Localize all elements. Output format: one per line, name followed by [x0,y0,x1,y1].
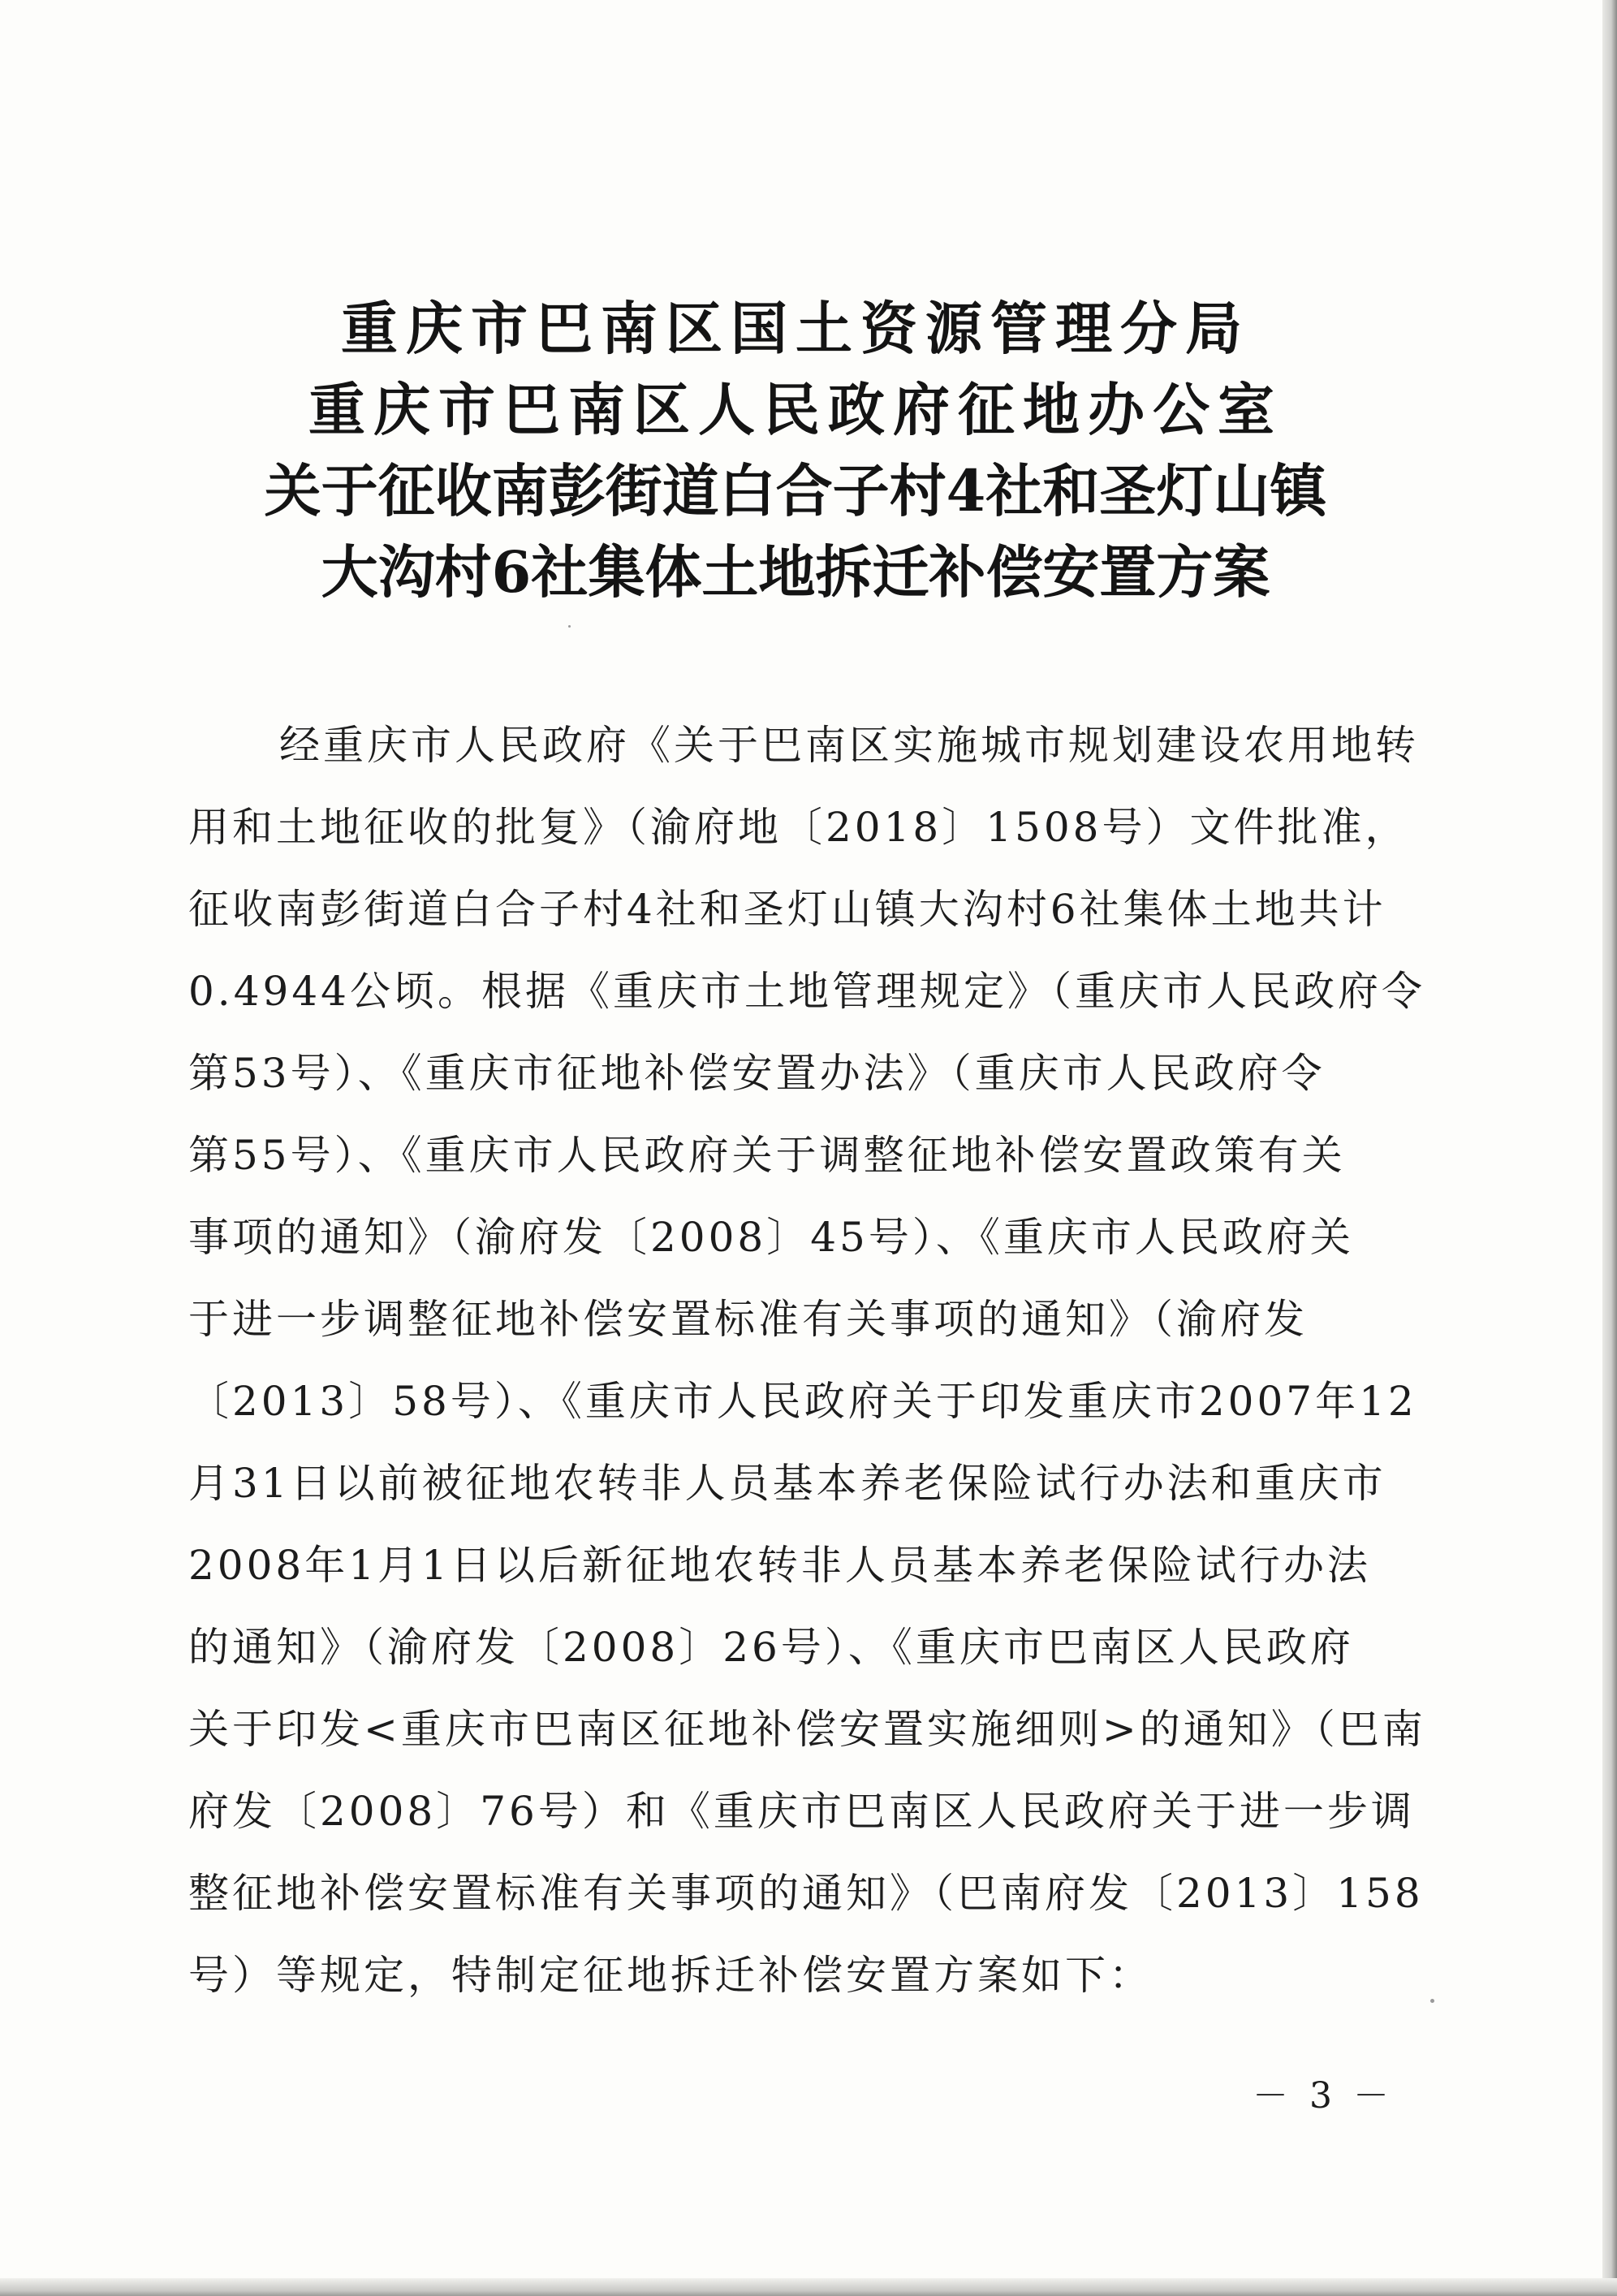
body-line: 2008年1月1日以后新征地农转非人员基本养老保险试行办法 [188,1542,1371,1589]
body-line: 府发〔2008〕76号）和《重庆市巴南区人民政府关于进一步调 [188,1788,1415,1835]
body-line: 经重庆市人民政府《关于巴南区实施城市规划建设农用地转 [279,722,1419,769]
body-line: 用和土地征收的批复》（渝府地〔2018〕1508号）文件批准， [188,804,1409,851]
body-line: 第53号）、《重庆市征地补偿安置办法》（重庆市人民政府令 [188,1050,1326,1097]
title-line-3: 关于征收南彭街道白合子村4社和圣灯山镇 [264,457,1327,524]
title-line-4: 大沟村6社集体土地拆迁补偿安置方案 [321,538,1270,606]
page-number: － 3 － [1253,2075,1394,2117]
body-line: 月31日以前被征地农转非人员基本养老保险试行办法和重庆市 [188,1460,1386,1507]
body-paragraph [188,705,1426,2017]
body-line: 第55号）、《重庆市人民政府关于调整征地补偿安置政策有关 [188,1132,1346,1179]
body-line: 号）等规定，特制定征地拆迁补偿安置方案如下： [188,1952,1153,1999]
document-title [162,288,1429,613]
scan-edge-bottom [0,2278,1617,2296]
body-line: 于进一步调整征地补偿安置标准有关事项的通知》（渝府发 [188,1296,1308,1343]
body-line: 整征地补偿安置标准有关事项的通知》（巴南府发〔2013〕158 [188,1870,1424,1917]
body-line: 的通知》（渝府发〔2008〕26号）、《重庆市巴南区人民政府 [188,1624,1354,1671]
body-line: 0.4944公顷。根据《重庆市土地管理规定》（重庆市人民政府令 [188,968,1425,1015]
body-line: 关于印发<重庆市巴南区征地补偿安置实施细则>的通知》（巴南 [188,1706,1426,1753]
scan-speck [1430,1999,1434,2003]
body-line: 〔2013〕58号）、《重庆市人民政府关于印发重庆市2007年12 [188,1378,1417,1425]
scan-edge-right [1602,0,1617,2296]
body-line: 征收南彭街道白合子村4社和圣灯山镇大沟村6社集体土地共计 [188,886,1386,933]
title-line-2: 重庆市巴南区人民政府征地办公室 [308,376,1283,443]
scan-speck [568,625,571,628]
body-line: 事项的通知》（渝府发〔2008〕45号）、《重庆市人民政府关 [188,1214,1354,1261]
title-line-1: 重庆市巴南区国土资源管理分局 [341,295,1250,362]
